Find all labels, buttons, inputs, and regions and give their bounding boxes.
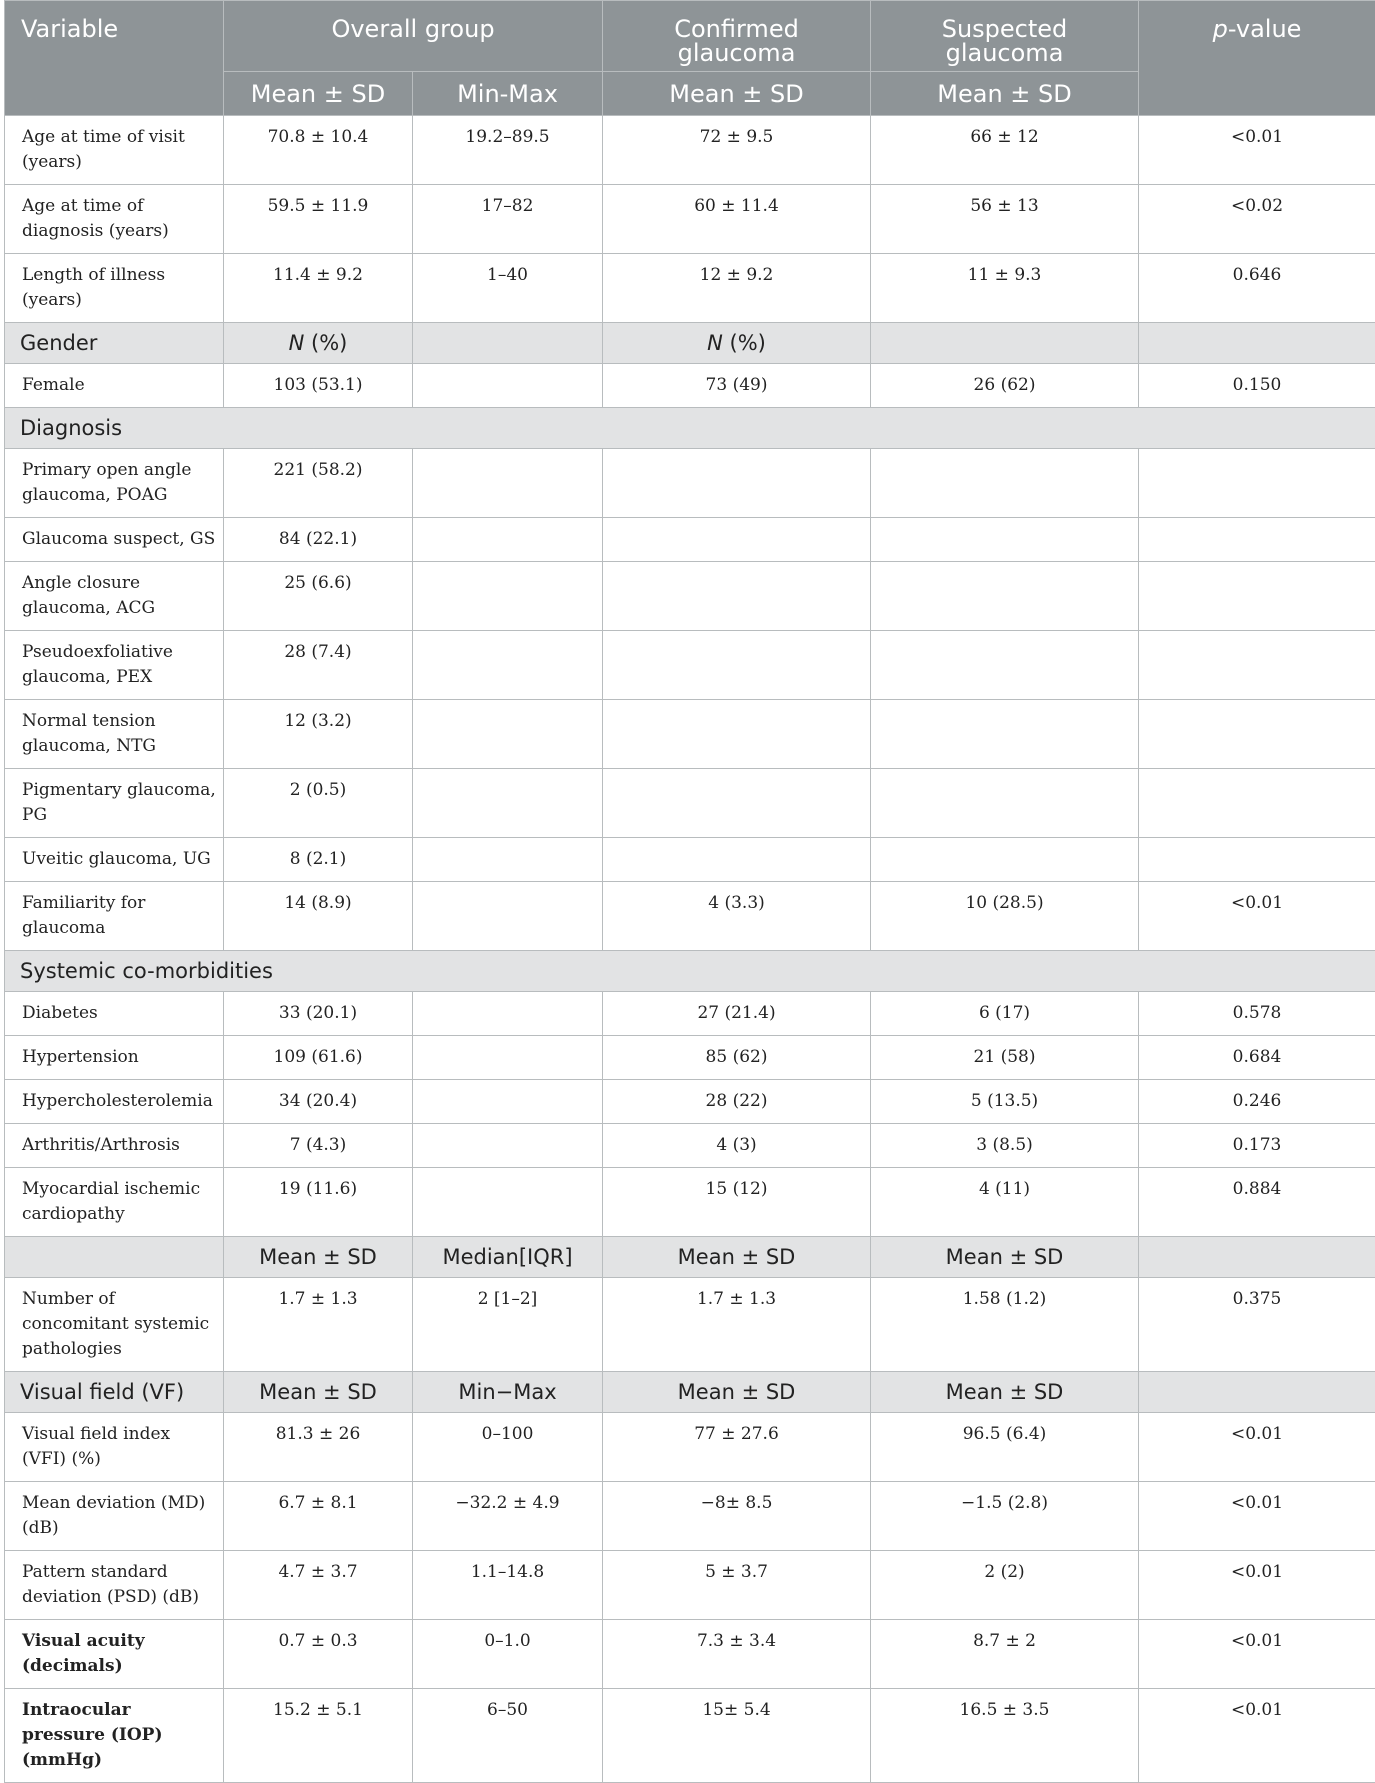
cell-p-value: <0.01	[1139, 116, 1375, 185]
cell-overall: 6.7 ± 8.1	[224, 1482, 413, 1551]
row-label: Number of concomitant systemic pathologies	[5, 1278, 224, 1372]
cell-suspected	[871, 518, 1139, 562]
row-label: Glaucoma suspect, GS	[5, 518, 224, 562]
cell-confirmed	[603, 631, 871, 700]
section-header-range: Median[IQR]	[413, 1237, 603, 1278]
row-label: Age at time of visit (years)	[5, 116, 224, 185]
cell-range: 0–100	[413, 1413, 603, 1482]
cell-overall: 7 (4.3)	[224, 1124, 413, 1168]
cell-confirmed: 4 (3.3)	[603, 882, 871, 951]
cell-overall: 81.3 ± 26	[224, 1413, 413, 1482]
table-row	[5, 1413, 1375, 1482]
row-label: Pattern standard deviation (PSD) (dB)	[5, 1551, 224, 1620]
cell-p-value: 0.884	[1139, 1168, 1375, 1237]
cell-confirmed: 60 ± 11.4	[603, 185, 871, 254]
cell-suspected	[871, 449, 1139, 518]
row-label: Female	[5, 364, 224, 408]
row-label: Pigmentary glaucoma, PG	[5, 769, 224, 838]
header-variable: Variable	[5, 1, 224, 116]
cell-p-value: <0.01	[1139, 1551, 1375, 1620]
cell-p-value: 0.375	[1139, 1278, 1375, 1372]
cell-suspected: 8.7 ± 2	[871, 1620, 1139, 1689]
cell-confirmed: 7.3 ± 3.4	[603, 1620, 871, 1689]
table-row	[5, 1124, 1375, 1168]
subheader-overall-minmax: Min-Max	[413, 72, 603, 116]
row-label: Hypercholesterolemia	[5, 1080, 224, 1124]
cell-p-value	[1139, 518, 1375, 562]
cell-suspected: 10 (28.5)	[871, 882, 1139, 951]
section-header-confirmed: Mean ± SD	[603, 1237, 871, 1278]
cell-suspected	[871, 631, 1139, 700]
cell-range: −32.2 ± 4.9	[413, 1482, 603, 1551]
row-label: Uveitic glaucoma, UG	[5, 838, 224, 882]
row-label: Mean deviation (MD) (dB)	[5, 1482, 224, 1551]
cell-p-value: <0.01	[1139, 1413, 1375, 1482]
cell-overall: 4.7 ± 3.7	[224, 1551, 413, 1620]
section-row-concomitant	[5, 1237, 1375, 1278]
cell-suspected: 6 (17)	[871, 992, 1139, 1036]
cell-range: 1–40	[413, 254, 603, 323]
section-title-gender: Gender	[5, 323, 224, 364]
section-empty-cell	[871, 323, 1139, 364]
cell-confirmed: 15± 5.4	[603, 1689, 871, 1783]
cell-range	[413, 449, 603, 518]
section-header-suspected: Mean ± SD	[871, 1237, 1139, 1278]
cell-suspected: 96.5 (6.4)	[871, 1413, 1139, 1482]
cell-overall: 14 (8.9)	[224, 882, 413, 951]
cell-p-value: 0.578	[1139, 992, 1375, 1036]
cell-p-value	[1139, 562, 1375, 631]
cell-suspected: 56 ± 13	[871, 185, 1139, 254]
cell-confirmed: 4 (3)	[603, 1124, 871, 1168]
cell-overall: 0.7 ± 0.3	[224, 1620, 413, 1689]
table-row	[5, 1278, 1375, 1372]
cell-overall: 109 (61.6)	[224, 1036, 413, 1080]
subheader-confirmed-mean: Mean ± SD	[603, 72, 871, 116]
subheader-overall-mean: Mean ± SD	[224, 72, 413, 116]
header-overall-group: Overall group	[224, 1, 603, 72]
table-row	[5, 992, 1375, 1036]
table-row	[5, 1551, 1375, 1620]
cell-confirmed: 85 (62)	[603, 1036, 871, 1080]
cell-overall: 33 (20.1)	[224, 992, 413, 1036]
cell-confirmed	[603, 769, 871, 838]
table-row	[5, 1482, 1375, 1551]
section-header-suspected: Mean ± SD	[871, 1372, 1139, 1413]
section-row-gender	[5, 323, 1375, 364]
cell-range: 17–82	[413, 185, 603, 254]
cell-suspected: 26 (62)	[871, 364, 1139, 408]
table-row	[5, 700, 1375, 769]
cell-confirmed	[603, 518, 871, 562]
cell-confirmed: 77 ± 27.6	[603, 1413, 871, 1482]
cell-overall: 59.5 ± 11.9	[224, 185, 413, 254]
subheader-suspected-mean: Mean ± SD	[871, 72, 1139, 116]
cell-suspected: 21 (58)	[871, 1036, 1139, 1080]
cell-range: 6–50	[413, 1689, 603, 1783]
cell-suspected: −1.5 (2.8)	[871, 1482, 1139, 1551]
row-label: Intraocular pressure (IOP) (mmHg)	[5, 1689, 224, 1783]
table-row	[5, 364, 1375, 408]
cell-confirmed	[603, 700, 871, 769]
cell-range	[413, 631, 603, 700]
cell-overall: 2 (0.5)	[224, 769, 413, 838]
cell-confirmed: 15 (12)	[603, 1168, 871, 1237]
cell-overall: 12 (3.2)	[224, 700, 413, 769]
cell-range	[413, 838, 603, 882]
cell-p-value: 0.246	[1139, 1080, 1375, 1124]
cell-confirmed: 27 (21.4)	[603, 992, 871, 1036]
section-header-range: Min−Max	[413, 1372, 603, 1413]
cell-p-value	[1139, 700, 1375, 769]
table-row	[5, 449, 1375, 518]
cell-suspected	[871, 838, 1139, 882]
table-row	[5, 882, 1375, 951]
cell-overall: 11.4 ± 9.2	[224, 254, 413, 323]
cell-p-value: <0.01	[1139, 882, 1375, 951]
table-row	[5, 1080, 1375, 1124]
cell-range	[413, 1080, 603, 1124]
row-label: Age at time of diagnosis (years)	[5, 185, 224, 254]
cell-overall: 221 (58.2)	[224, 449, 413, 518]
cell-range	[413, 1124, 603, 1168]
row-label: Primary open angle glaucoma, POAG	[5, 449, 224, 518]
row-label: Myocardial ischemic cardiopathy	[5, 1168, 224, 1237]
cell-overall: 15.2 ± 5.1	[224, 1689, 413, 1783]
cell-p-value	[1139, 449, 1375, 518]
section-header-overall: Mean ± SD	[224, 1372, 413, 1413]
cell-confirmed: 73 (49)	[603, 364, 871, 408]
cell-confirmed	[603, 838, 871, 882]
section-header-confirmed: Mean ± SD	[603, 1372, 871, 1413]
cell-range	[413, 992, 603, 1036]
cell-suspected: 66 ± 12	[871, 116, 1139, 185]
section-title-diagnosis: Diagnosis	[5, 408, 1375, 449]
cell-range	[413, 1036, 603, 1080]
cell-overall: 84 (22.1)	[224, 518, 413, 562]
header-p-value: p-value	[1139, 1, 1375, 116]
cell-p-value	[1139, 769, 1375, 838]
table-row	[5, 254, 1375, 323]
cell-p-value: <0.01	[1139, 1689, 1375, 1783]
cell-range	[413, 882, 603, 951]
cell-suspected: 5 (13.5)	[871, 1080, 1139, 1124]
cell-overall: 28 (7.4)	[224, 631, 413, 700]
row-label: Diabetes	[5, 992, 224, 1036]
cell-range	[413, 769, 603, 838]
cell-range	[413, 1168, 603, 1237]
row-label: Length of illness (years)	[5, 254, 224, 323]
cell-confirmed: 5 ± 3.7	[603, 1551, 871, 1620]
glaucoma-characteristics-table	[4, 0, 1375, 1783]
cell-range: 1.1–14.8	[413, 1551, 603, 1620]
section-row-diagnosis	[5, 408, 1375, 449]
cell-suspected: 4 (11)	[871, 1168, 1139, 1237]
row-label: Visual acuity (decimals)	[5, 1620, 224, 1689]
cell-suspected	[871, 700, 1139, 769]
table-row	[5, 518, 1375, 562]
table-row	[5, 1620, 1375, 1689]
row-label: Arthritis/Arthrosis	[5, 1124, 224, 1168]
table-row	[5, 1689, 1375, 1783]
row-label: Angle closure glaucoma, ACG	[5, 562, 224, 631]
section-row-comorbidities	[5, 951, 1375, 992]
cell-overall: 25 (6.6)	[224, 562, 413, 631]
cell-overall: 34 (20.4)	[224, 1080, 413, 1124]
cell-confirmed: 28 (22)	[603, 1080, 871, 1124]
table-row	[5, 838, 1375, 882]
header-suspected-glaucoma: Suspected glaucoma	[871, 1, 1139, 72]
row-label: Familiarity for glaucoma	[5, 882, 224, 951]
cell-suspected: 16.5 ± 3.5	[871, 1689, 1139, 1783]
cell-range	[413, 364, 603, 408]
cell-p-value: <0.01	[1139, 1482, 1375, 1551]
cell-confirmed: 72 ± 9.5	[603, 116, 871, 185]
cell-suspected: 1.58 (1.2)	[871, 1278, 1139, 1372]
table-row	[5, 185, 1375, 254]
section-header-n-percent: N (%)	[603, 323, 871, 364]
cell-overall: 19 (11.6)	[224, 1168, 413, 1237]
table-row	[5, 1168, 1375, 1237]
cell-suspected: 3 (8.5)	[871, 1124, 1139, 1168]
cell-confirmed: −8± 8.5	[603, 1482, 871, 1551]
cell-overall: 8 (2.1)	[224, 838, 413, 882]
header-row	[5, 1, 1375, 72]
section-empty-cell	[1139, 1372, 1375, 1413]
cell-p-value: <0.02	[1139, 185, 1375, 254]
row-label: Hypertension	[5, 1036, 224, 1080]
section-title-comorbidities: Systemic co-morbidities	[5, 951, 1375, 992]
cell-range: 0–1.0	[413, 1620, 603, 1689]
cell-confirmed: 12 ± 9.2	[603, 254, 871, 323]
cell-overall: 70.8 ± 10.4	[224, 116, 413, 185]
section-row-visual-field	[5, 1372, 1375, 1413]
cell-range	[413, 562, 603, 631]
cell-suspected	[871, 769, 1139, 838]
section-empty-cell	[1139, 323, 1375, 364]
section-empty-cell	[413, 323, 603, 364]
section-empty-cell	[1139, 1237, 1375, 1278]
cell-suspected	[871, 562, 1139, 631]
cell-confirmed: 1.7 ± 1.3	[603, 1278, 871, 1372]
cell-range: 2 [1–2]	[413, 1278, 603, 1372]
table-row	[5, 562, 1375, 631]
cell-p-value: 0.684	[1139, 1036, 1375, 1080]
cell-p-value: 0.150	[1139, 364, 1375, 408]
cell-range	[413, 518, 603, 562]
cell-suspected: 2 (2)	[871, 1551, 1139, 1620]
cell-range: 19.2–89.5	[413, 116, 603, 185]
section-title-visual-field: Visual field (VF)	[5, 1372, 224, 1413]
section-empty-cell	[5, 1237, 224, 1278]
cell-p-value: <0.01	[1139, 1620, 1375, 1689]
cell-range	[413, 700, 603, 769]
table-row	[5, 631, 1375, 700]
cell-p-value	[1139, 631, 1375, 700]
cell-overall: 103 (53.1)	[224, 364, 413, 408]
table-row	[5, 116, 1375, 185]
cell-p-value	[1139, 838, 1375, 882]
cell-p-value: 0.646	[1139, 254, 1375, 323]
section-header-overall: Mean ± SD	[224, 1237, 413, 1278]
row-label: Normal tension glaucoma, NTG	[5, 700, 224, 769]
cell-overall: 1.7 ± 1.3	[224, 1278, 413, 1372]
row-label: Pseudoexfoliative glaucoma, PEX	[5, 631, 224, 700]
table-row	[5, 769, 1375, 838]
table-row	[5, 1036, 1375, 1080]
section-header-n-percent: N (%)	[224, 323, 413, 364]
cell-p-value: 0.173	[1139, 1124, 1375, 1168]
row-label: Visual field index (VFI) (%)	[5, 1413, 224, 1482]
header-confirmed-glaucoma: Confirmed glaucoma	[603, 1, 871, 72]
cell-suspected: 11 ± 9.3	[871, 254, 1139, 323]
cell-confirmed	[603, 562, 871, 631]
cell-confirmed	[603, 449, 871, 518]
